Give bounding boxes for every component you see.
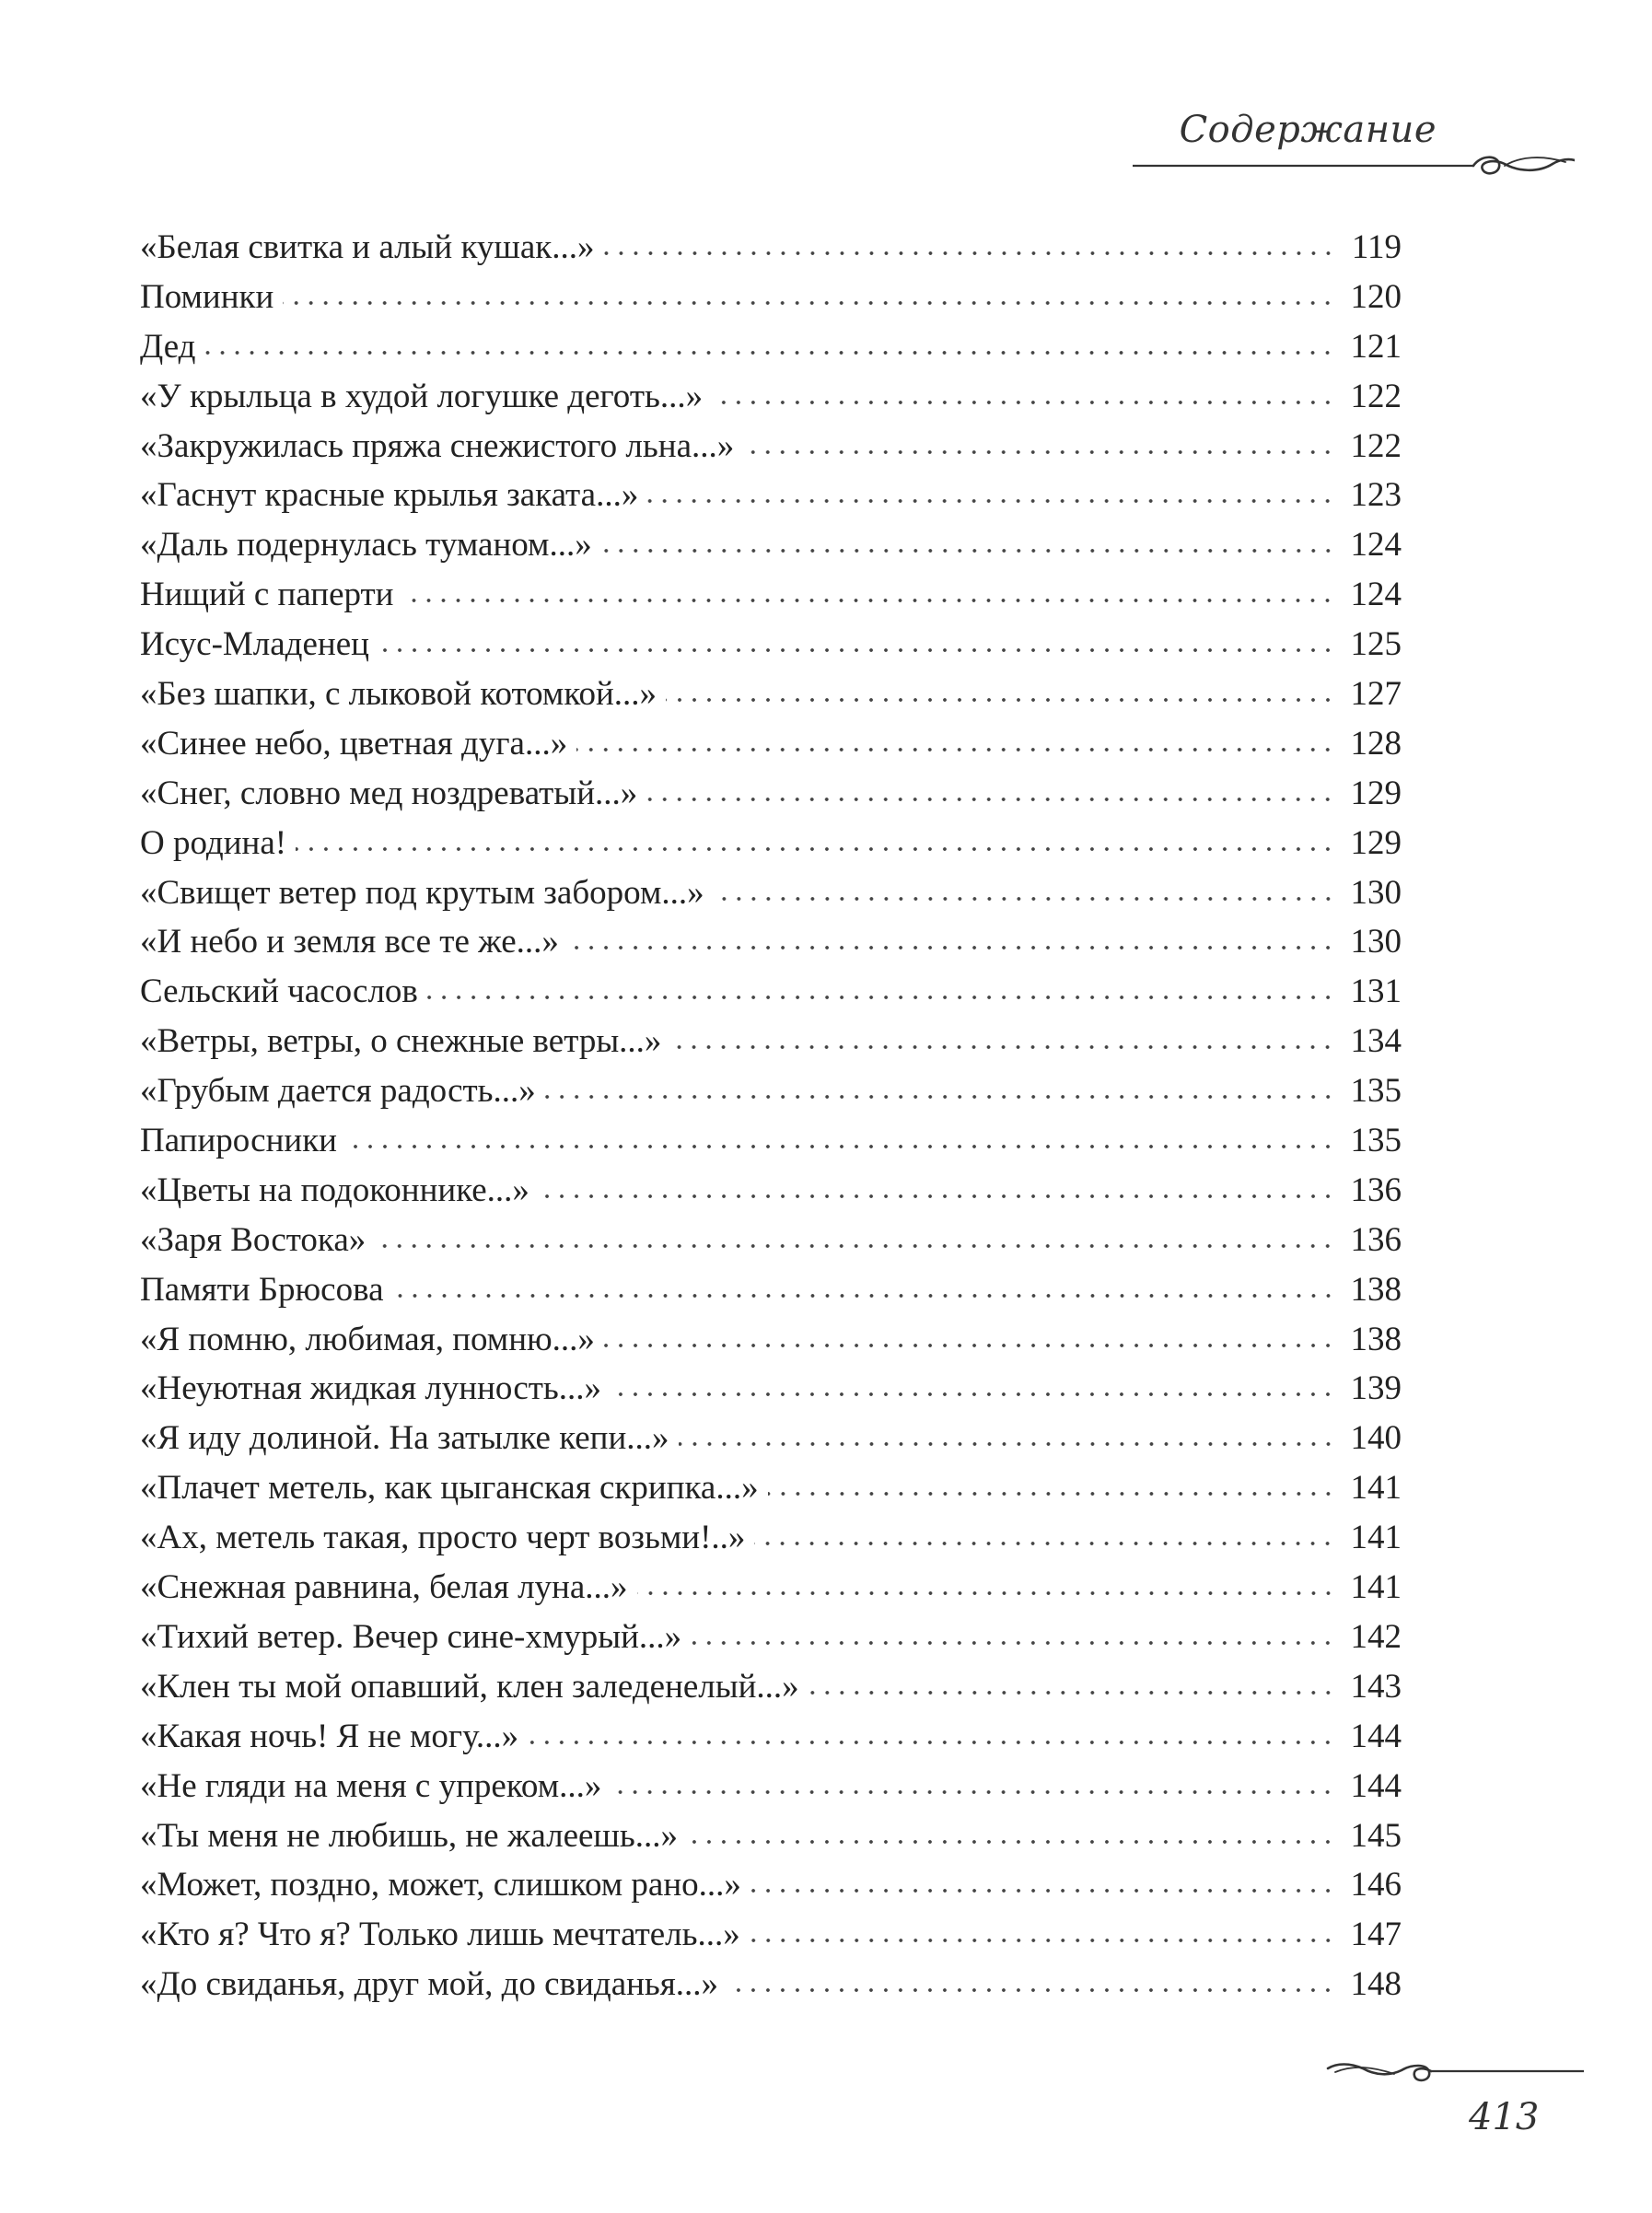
- toc-entry-title: «Ветры, ветры, о снежные ветры...»: [140, 1022, 662, 1061]
- dot-leader: [601, 548, 1335, 553]
- toc-entry-page: 143: [1350, 1667, 1402, 1706]
- toc-entry-page: 135: [1350, 1122, 1402, 1160]
- toc-entry-page: 120: [1350, 277, 1402, 316]
- toc-entry-page: 121: [1350, 327, 1402, 366]
- toc-entry-page: 135: [1350, 1072, 1402, 1111]
- toc-entry-title: «Закружилась пряжа снежистого льна...»: [140, 426, 735, 465]
- dot-leader: [604, 250, 1335, 256]
- toc-entry-title: «Заря Востока»: [140, 1220, 366, 1259]
- toc-entry-title: «Свищет ветер под крутым забором...»: [140, 873, 704, 912]
- toc-entry-title: «Гаснут красные крылья заката...»: [140, 476, 639, 515]
- toc-entry: [140, 520, 1402, 570]
- running-header: [1133, 99, 1575, 182]
- toc-entry-title: «Синее небо, цветная дуга...»: [140, 724, 568, 763]
- dot-leader: [714, 896, 1335, 902]
- dot-leader: [427, 995, 1335, 1000]
- toc-entry: [140, 1762, 1402, 1811]
- toc-entry: [140, 1860, 1402, 1910]
- toc-entry-title: «Не гляди на меня с упреком...»: [140, 1766, 602, 1805]
- toc-entry: [140, 1017, 1402, 1066]
- toc-entry-page: 129: [1350, 823, 1402, 862]
- running-title: Содержание: [1179, 109, 1437, 151]
- toc-entry-title: Дед: [140, 327, 196, 366]
- toc-entry-page: 134: [1350, 1022, 1402, 1061]
- dot-leader: [750, 1938, 1335, 1943]
- toc-entry-title: Исус-Младенец: [140, 625, 369, 664]
- dot-leader: [754, 1541, 1335, 1546]
- dot-leader: [712, 400, 1335, 405]
- toc-entry-page: 148: [1350, 1965, 1402, 2004]
- toc-entry-title: Нищий с паперти: [140, 576, 394, 614]
- toc-entry-title: «Ах, метель такая, просто черт возьми!..»: [140, 1519, 746, 1557]
- toc-entry-title: «Может, поздно, может, слишком рано...»: [140, 1866, 741, 1904]
- dot-leader: [604, 1343, 1335, 1348]
- toc-entry: [140, 1513, 1402, 1563]
- dot-leader: [375, 1243, 1335, 1249]
- toc-entry-title: «Плачет метель, как цыганская скрипка...»: [140, 1469, 759, 1508]
- toc-entry-title: «И небо и земля все те же...»: [140, 923, 559, 961]
- dot-leader: [743, 449, 1335, 455]
- toc-entry-page: 127: [1350, 675, 1402, 714]
- toc-entry: [140, 1116, 1402, 1166]
- toc-entry-page: 128: [1350, 724, 1402, 763]
- toc-entry: [140, 670, 1402, 719]
- toc-entry: [140, 223, 1402, 273]
- dot-leader: [204, 350, 1335, 355]
- toc-entry-page: 142: [1350, 1617, 1402, 1656]
- dot-leader: [283, 300, 1335, 306]
- toc-entry: [140, 1910, 1402, 1960]
- toc-entry: [140, 1613, 1402, 1662]
- toc-entry-title: «Снежная равнина, белая луна...»: [140, 1568, 628, 1607]
- toc-entry: [140, 1811, 1402, 1861]
- dot-leader: [402, 598, 1335, 603]
- toc-entry: [140, 471, 1402, 520]
- toc-entry-title: «У крыльца в худой логушке деготь...»: [140, 377, 704, 415]
- dot-leader: [809, 1690, 1335, 1695]
- toc-entry-title: «До свиданья, друг мой, до свиданья...»: [140, 1965, 719, 2004]
- toc-entry: [140, 1463, 1402, 1513]
- dot-leader: [346, 1144, 1335, 1149]
- toc-entry-page: 124: [1350, 526, 1402, 565]
- dot-leader: [687, 1839, 1335, 1845]
- toc-entry-title: О родина!: [140, 823, 287, 862]
- toc-entry-page: 131: [1350, 973, 1402, 1011]
- toc-entry-title: «Белая свитка и алый кушак...»: [140, 228, 595, 266]
- dot-leader: [611, 1392, 1335, 1397]
- toc-entry-title: «Ты меня не любишь, не жалеешь...»: [140, 1816, 679, 1855]
- toc-entry: [140, 769, 1402, 819]
- toc-entry: [140, 1563, 1402, 1613]
- toc-entry-page: 147: [1350, 1916, 1402, 1954]
- toc-entry-page: 130: [1350, 923, 1402, 961]
- page-footer: [1326, 2056, 1584, 2166]
- toc-entry-title: «Цветы на подоконнике...»: [140, 1171, 529, 1209]
- toc-entry: [140, 719, 1402, 769]
- toc-entry-page: 139: [1350, 1369, 1402, 1408]
- toc-entry-page: 138: [1350, 1270, 1402, 1309]
- toc-entry-title: «Кто я? Что я? Только лишь мечтатель...»: [140, 1916, 740, 1954]
- toc-entry: [140, 422, 1402, 472]
- toc-entry-title: Памяти Брюсова: [140, 1270, 384, 1309]
- dot-leader: [539, 1194, 1335, 1199]
- toc-entry-title: «Тихий ветер. Вечер сине-хмурый...»: [140, 1617, 682, 1656]
- toc-entry-title: «Даль подернулась туманом...»: [140, 526, 592, 565]
- toc-entry-page: 138: [1350, 1320, 1402, 1358]
- dot-leader: [768, 1491, 1335, 1497]
- toc-entry: [140, 1960, 1402, 2009]
- toc-entry: [140, 868, 1402, 918]
- toc-entry-title: Папиросники: [140, 1122, 337, 1160]
- dot-leader: [637, 1590, 1335, 1596]
- toc-entry: [140, 1265, 1402, 1315]
- dot-leader: [750, 1888, 1335, 1893]
- dot-leader: [647, 498, 1335, 504]
- dot-leader: [666, 697, 1335, 703]
- toc-entry-page: 136: [1350, 1171, 1402, 1209]
- toc-entry-page: 130: [1350, 873, 1402, 912]
- toc-entry: [140, 967, 1402, 1017]
- toc-entry: [140, 819, 1402, 868]
- toc-entry-page: 129: [1350, 774, 1402, 812]
- toc-entry: [140, 1315, 1402, 1365]
- toc-entry-page: 119: [1351, 228, 1402, 266]
- toc-entry-page: 122: [1350, 377, 1402, 415]
- toc-entry: [140, 1414, 1402, 1463]
- footer-flourish-icon: [1326, 2056, 1584, 2087]
- header-flourish-icon: [1133, 149, 1575, 182]
- toc-entry-title: «Клен ты мой опавший, клен заледенелый...»: [140, 1667, 799, 1706]
- toc-entry-page: 144: [1350, 1717, 1402, 1755]
- toc-entry-title: «Какая ночь! Я не могу...»: [140, 1717, 519, 1755]
- toc-entry: [140, 917, 1402, 967]
- toc-entry-title: Поминки: [140, 277, 274, 316]
- toc-entry-page: 123: [1350, 476, 1402, 515]
- toc-entry-page: 144: [1350, 1766, 1402, 1805]
- dot-leader: [646, 797, 1335, 802]
- table-of-contents: [140, 223, 1402, 2009]
- dot-leader: [528, 1740, 1335, 1745]
- dot-leader: [545, 1094, 1335, 1100]
- toc-entry-title: «Неуютная жидкая лунность...»: [140, 1369, 602, 1408]
- toc-entry-title: «Грубым дается радость...»: [140, 1072, 536, 1111]
- toc-entry: [140, 1364, 1402, 1414]
- dot-leader: [727, 1987, 1335, 1993]
- toc-entry-page: 122: [1350, 426, 1402, 465]
- toc-entry: [140, 1712, 1402, 1762]
- toc-entry-page: 140: [1350, 1419, 1402, 1458]
- dot-leader: [296, 846, 1335, 852]
- toc-entry-title: Сельский часослов: [140, 973, 418, 1011]
- toc-entry: [140, 570, 1402, 620]
- toc-entry-title: «Без шапки, с лыковой котомкой...»: [140, 675, 657, 714]
- toc-entry-title: «Снег, словно мед ноздреватый...»: [140, 774, 638, 812]
- dot-leader: [679, 1441, 1335, 1447]
- dot-leader: [670, 1044, 1335, 1050]
- page-number: 413: [1469, 2096, 1540, 2138]
- dot-leader: [393, 1293, 1335, 1299]
- toc-entry-page: 146: [1350, 1866, 1402, 1904]
- toc-entry-page: 125: [1350, 625, 1402, 664]
- toc-entry-page: 124: [1350, 576, 1402, 614]
- toc-entry: [140, 1166, 1402, 1216]
- toc-entry-page: 141: [1350, 1519, 1402, 1557]
- toc-entry: [140, 1216, 1402, 1265]
- toc-entry: [140, 620, 1402, 670]
- toc-entry-page: 145: [1350, 1816, 1402, 1855]
- toc-entry: [140, 1066, 1402, 1116]
- toc-entry-page: 141: [1350, 1568, 1402, 1607]
- toc-entry-title: «Я помню, любимая, помню...»: [140, 1320, 595, 1358]
- dot-leader: [611, 1789, 1335, 1795]
- toc-entry-page: 136: [1350, 1220, 1402, 1259]
- dot-leader: [568, 945, 1335, 950]
- toc-entry: [140, 322, 1402, 372]
- dot-leader: [691, 1640, 1335, 1646]
- toc-entry: [140, 372, 1402, 422]
- toc-entry-page: 141: [1350, 1469, 1402, 1508]
- dot-leader: [576, 747, 1335, 752]
- toc-entry-title: «Я иду долиной. На затылке кепи...»: [140, 1419, 669, 1458]
- dot-leader: [378, 647, 1335, 653]
- toc-entry: [140, 1662, 1402, 1712]
- toc-entry: [140, 273, 1402, 322]
